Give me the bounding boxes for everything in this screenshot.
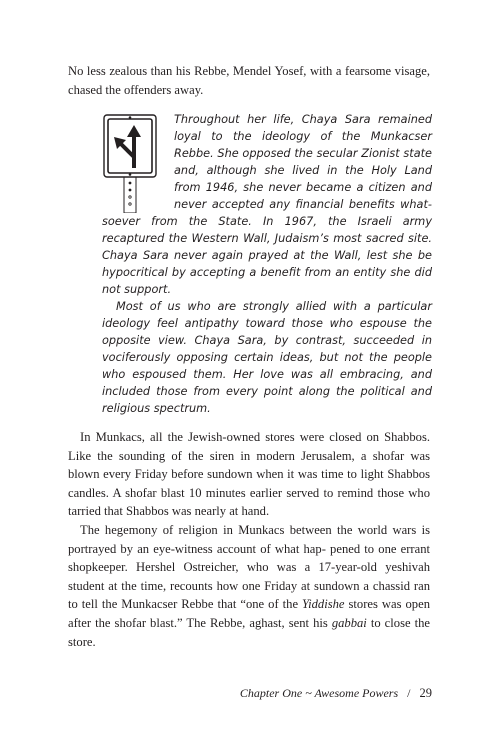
- term-gabbai: gabbai: [331, 615, 367, 630]
- footer-separator: /: [407, 686, 411, 700]
- body-paragraph-2-part-a: The hegemony of religion in Munkacs between the world wars is portrayed by an eye-witness account of what hap- pened to one errant shopkeeper. Hershel Ostreicher, who was a 17-year-old yeshivah student at the time, recounts how one Friday at sundown a chassid ran to tell the Munkacser Rebbe that “one of the: [68, 523, 430, 612]
- footer-section: Awesome Powers: [314, 686, 399, 700]
- merge-left-road-sign-icon: [102, 111, 172, 211]
- running-footer: [240, 686, 432, 701]
- sidebar-paragraph-2: Most of us who are strongly allied with a particular ideology feel antipathy toward those who espouse the opposite view. Chaya Sara, by contrast, succeeded in vociferously opposing certain ideas, but not the people who espoused them. Her love was all embracing, and included those from every point along the political and religious spectrum.: [102, 300, 432, 415]
- body-paragraph-2: [68, 521, 430, 651]
- intro-paragraph: No less zealous than his Rebbe, Mendel Yosef, with a fearsome visage, chased the offenders away.: [68, 64, 430, 97]
- sidebar-paragraph-1: Throughout her life, Chaya Sara remained loyal to the ideology of the Munkacser Rebbe. She opposed the secular Zionist state and, although she lived in the Holy Land from 1946, she never became a citizen and never accepted any financial benefits what- soever from the State. In 1967, the Israeli army recaptured the Western Wall, Judaism’s most sacred site. Chaya Sara never again prayed at the Wall, lest she be hypocritical by accepting a benefit from an entity she did not support.: [102, 113, 432, 296]
- body-paragraph-1: In Munkacs, all the Jewish-owned stores were closed on Shabbos. Like the sounding of the siren in modern Jerusalem, a shofar was blown every Friday before sundown when it was time to light Shabbos candles. A shofar blast 10 minutes earlier served to remind those who tarried that Shabbos was nearly at hand.: [68, 430, 430, 519]
- footer-chapter: Chapter One: [239, 686, 303, 700]
- body-paragraph-2-part-c: to close the store.: [68, 615, 430, 649]
- body-paragraph-2-part-b: stores was open after the shofar blast.” The Rebbe, aghast, sent his: [68, 597, 430, 630]
- term-yiddishe: Yiddishe: [302, 597, 345, 612]
- sidebar-box: [102, 111, 432, 417]
- page-number: 29: [419, 686, 432, 700]
- footer-ornament: ~: [305, 686, 312, 700]
